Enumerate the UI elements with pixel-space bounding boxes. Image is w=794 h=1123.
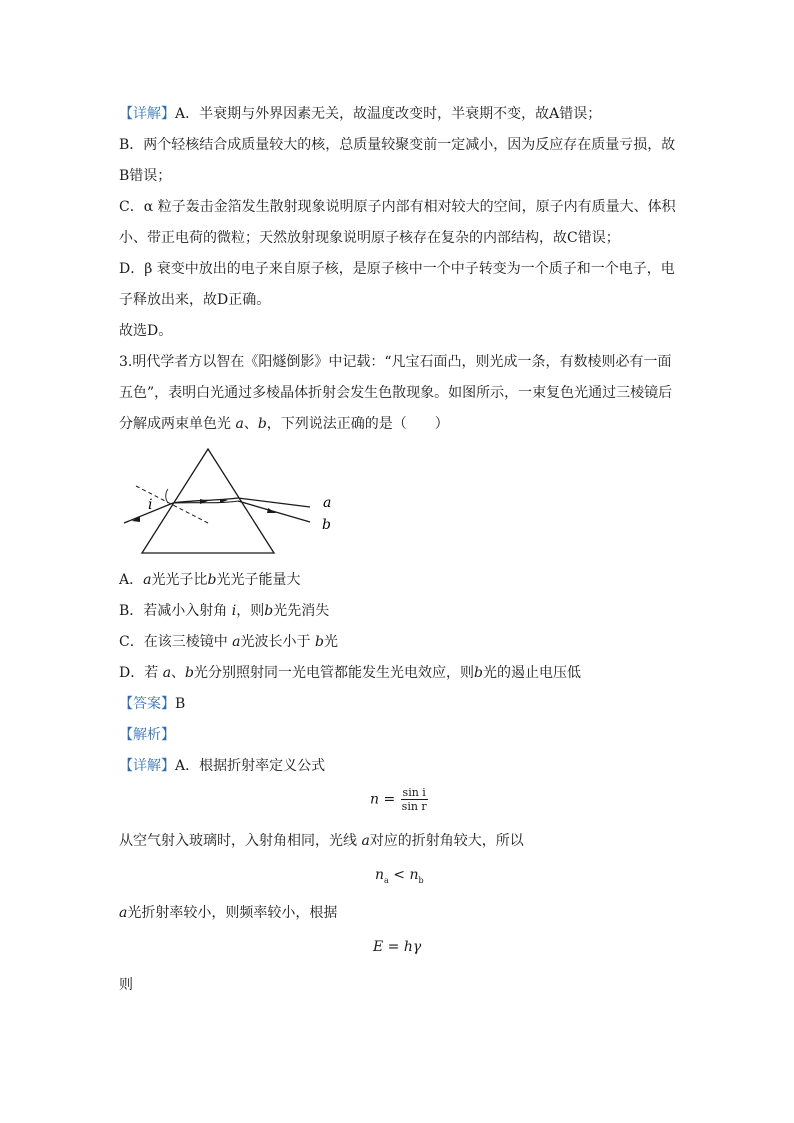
answer-line <box>119 694 185 714</box>
prism-diagram <box>118 445 338 560</box>
detail-line-7: 子释放出来，故D正确。 <box>119 292 271 308</box>
formula-refractive-index: n = $\frac{\text{sin i}}{\text{sin r}}$ <box>370 786 427 813</box>
option-a: A．a光光子比b光光子能量大 <box>119 572 301 588</box>
formula-index-compare: $n_a < n_b$ <box>375 867 424 885</box>
exit-ray-a <box>238 498 310 507</box>
answer-tag: 【答案】 <box>119 696 175 712</box>
exit-arrow-icon <box>267 508 276 513</box>
option-b: B．若减小入射角 i，则b光先消失 <box>119 603 330 619</box>
choice-line: 故选D。 <box>119 323 173 339</box>
option-d: D．若 a、b光分别照射同一光电管都能发生光电效应，则b光的遏止电压低 <box>119 665 581 681</box>
answer-value: B <box>175 696 186 712</box>
question-line-2: 五色”，表明白光通过多棱晶体折射会发生色散现象。如图所示，一束复色光通过三棱镜后 <box>119 385 673 401</box>
angle-arc <box>166 489 168 503</box>
detail-text: A．半衰期与外界因素无关，故温度改变时，半衰期不变，故A错误； <box>175 106 602 122</box>
label-a: a <box>323 495 332 511</box>
detail-line-5: 小、带正电荷的微粒；天然放射现象说明原子核存在复杂的内部结构，故C错误； <box>119 230 620 246</box>
analysis-line-3: a光折射率较小，则频率较小，根据 <box>119 905 338 921</box>
analysis-line-1: 【详解】A．根据折射率定义公式 <box>119 758 326 774</box>
detail-line-6: D．β 衰变中放出的电子来自原子核，是原子核中一个中子转变为一个质子和一个电子，电 <box>119 261 675 277</box>
detail-line-3: B错误； <box>119 168 172 184</box>
formula-photon-energy: E = hγ <box>373 939 422 955</box>
label-i: i <box>148 497 153 513</box>
detail-line-4: C．α 粒子轰击金箔发生散射现象说明原子内部有相对较大的空间，原子内有质量大、体积 <box>119 199 676 215</box>
analysis-line-4: 则 <box>119 977 133 993</box>
option-c: C．在该三棱镜中 a光波长小于 b光 <box>119 634 338 650</box>
analysis-tag: 【解析】 <box>119 727 175 743</box>
question-line-1: 3.明代学者方以智在《阳燧倒影》中记载：“凡宝石面凸，则光成一条，有数棱则必有一面 <box>119 354 672 370</box>
exit-ray-b <box>238 501 310 522</box>
question-line-3: 分解成两束单色光 a、b，下列说法正确的是（ ） <box>119 416 449 432</box>
label-b: b <box>322 517 331 533</box>
detail-tag: 【详解】 <box>119 106 175 122</box>
detail-line-1 <box>119 104 601 124</box>
detail-line-2: B．两个轻核结合成质量较大的核，总质量较聚变前一定减小，因为反应存在质量亏损，故 <box>119 137 676 153</box>
analysis-line-2: 从空气射入玻璃时，入射角相同，光线 a对应的折射角较大，所以 <box>119 833 524 849</box>
